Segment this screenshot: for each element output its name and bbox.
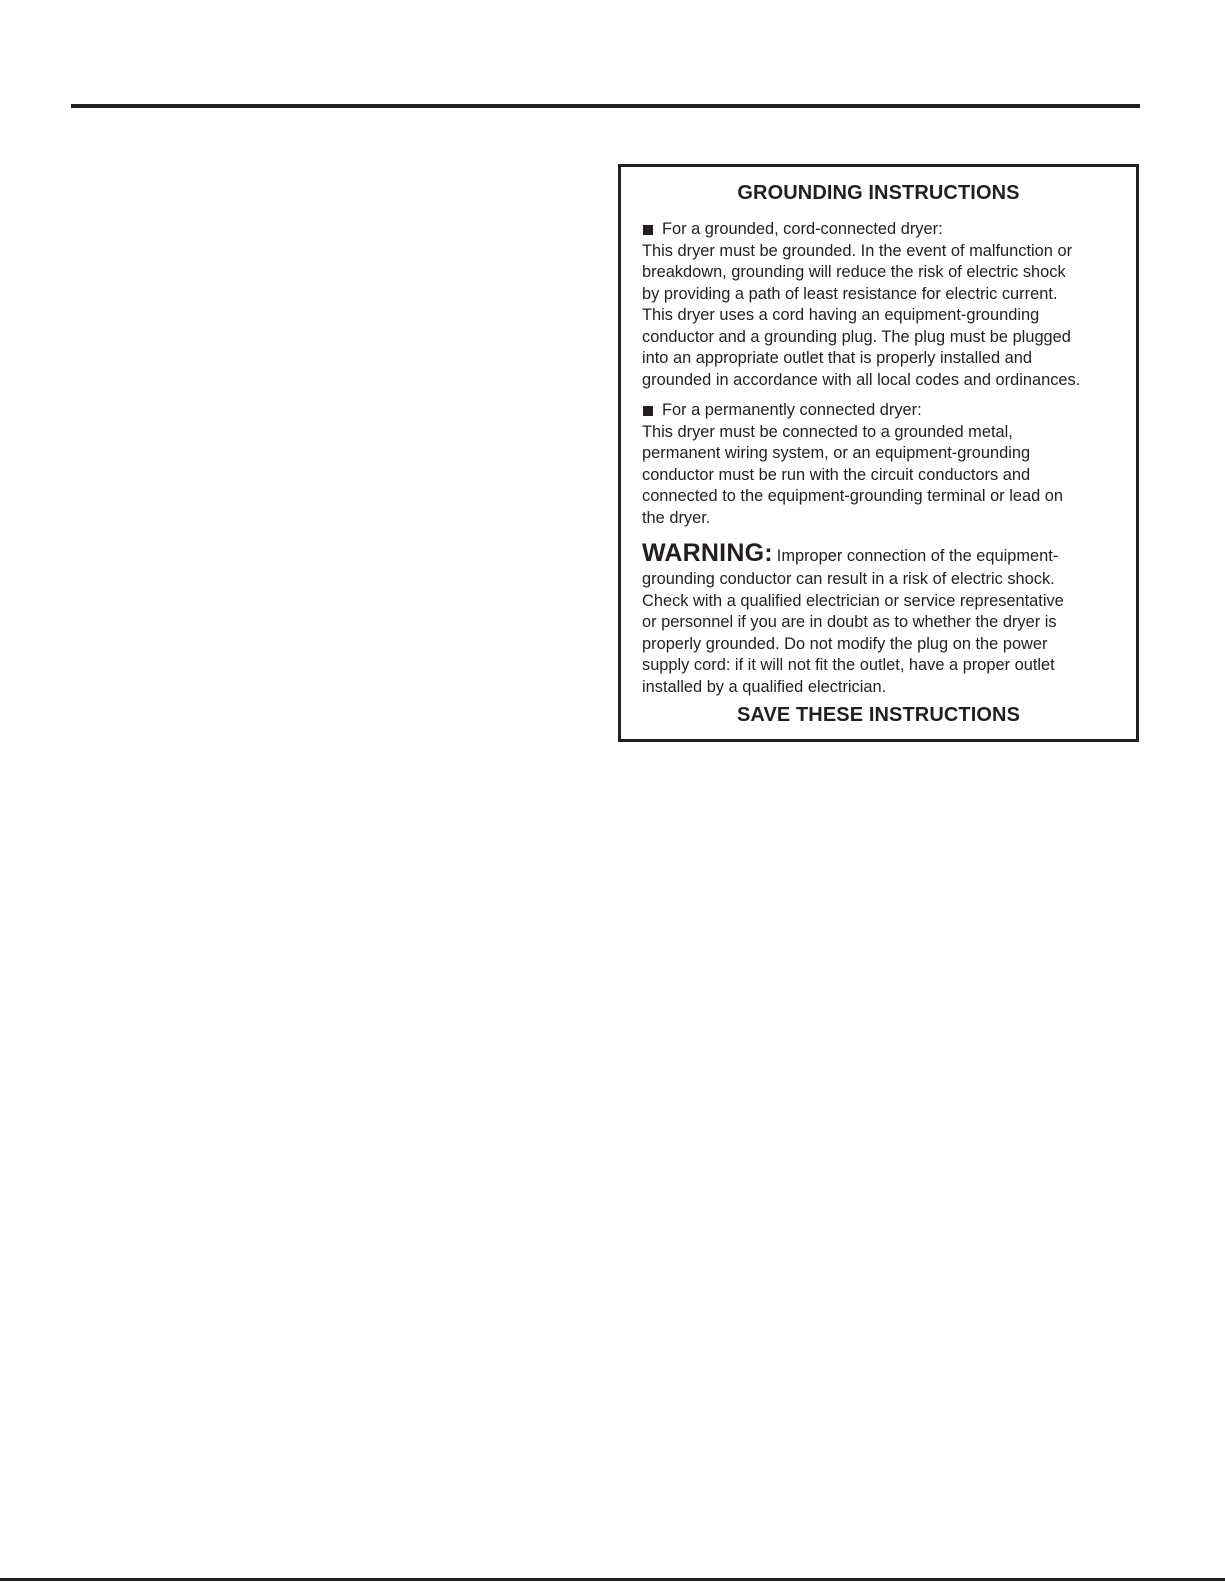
cord-connected-text-line: into an appropriate outlet that is properly installed and (642, 349, 1032, 367)
save-instructions-footer: SAVE THESE INSTRUCTIONS (736, 704, 1021, 726)
warning-label: WARNING: (642, 539, 773, 567)
permanently-connected-heading: For a permanently connected dryer: (662, 401, 922, 419)
permanently-connected-text-line: This dryer must be connected to a grounded metal, (642, 422, 1013, 441)
warning-text-first: Improper connection of the equipment- (776, 547, 1059, 565)
permanently-connected-text-line: the dryer. (642, 508, 711, 527)
warning-text-line: or personnel if you are in doubt as to whether the dryer is (642, 613, 1057, 631)
warning-text-line: Check with a qualified electrician or service representative (642, 591, 1064, 610)
permanently-connected-section (642, 400, 1126, 529)
cord-connected-section (642, 219, 1126, 391)
permanently-connected-text-line: connected to the equipment-grounding terminal or lead on (642, 487, 1063, 505)
grounding-instructions-title: GROUNDING INSTRUCTIONS (737, 182, 1020, 204)
warning-text-line: properly grounded. Do not modify the plug on the power (642, 634, 1048, 653)
footer-rule (0, 1578, 1225, 1581)
cord-connected-text-line: by providing a path of least resistance for electric current. (642, 284, 1058, 303)
warning-first-line (642, 539, 1126, 569)
permanently-connected-text-line: conductor must be run with the circuit conductors and (642, 465, 1031, 484)
warning-text-line: supply cord: if it will not fit the outlet, have a proper outlet (642, 656, 1055, 674)
header-rule (71, 104, 1140, 108)
cord-connected-text-line: This dryer uses a cord having an equipment-grounding (642, 306, 1040, 324)
cord-connected-heading-line (642, 219, 1126, 241)
square-bullet-icon (643, 406, 653, 416)
permanently-connected-text-line: permanent wiring system, or an equipment-grounding (642, 444, 1031, 462)
square-bullet-icon (643, 225, 653, 235)
cord-connected-text-line: breakdown, grounding will reduce the risk of electric shock (642, 263, 1066, 281)
warning-text-line: installed by a qualified electrician. (642, 677, 887, 696)
cord-connected-text-line: This dryer must be grounded. In the event of malfunction or (642, 241, 1073, 260)
cord-connected-text-line: grounded in accordance with all local codes and ordinances. (642, 370, 1081, 389)
cord-connected-heading: For a grounded, cord-connected dryer: (662, 220, 943, 238)
warning-text-line: grounding conductor can result in a risk of electric shock. (642, 570, 1055, 588)
grounding-instructions-box (618, 164, 1139, 742)
cord-connected-text-line: conductor and a grounding plug. The plug must be plugged (642, 327, 1071, 346)
warning-section (642, 539, 1126, 698)
permanently-connected-heading-line (642, 400, 1126, 422)
